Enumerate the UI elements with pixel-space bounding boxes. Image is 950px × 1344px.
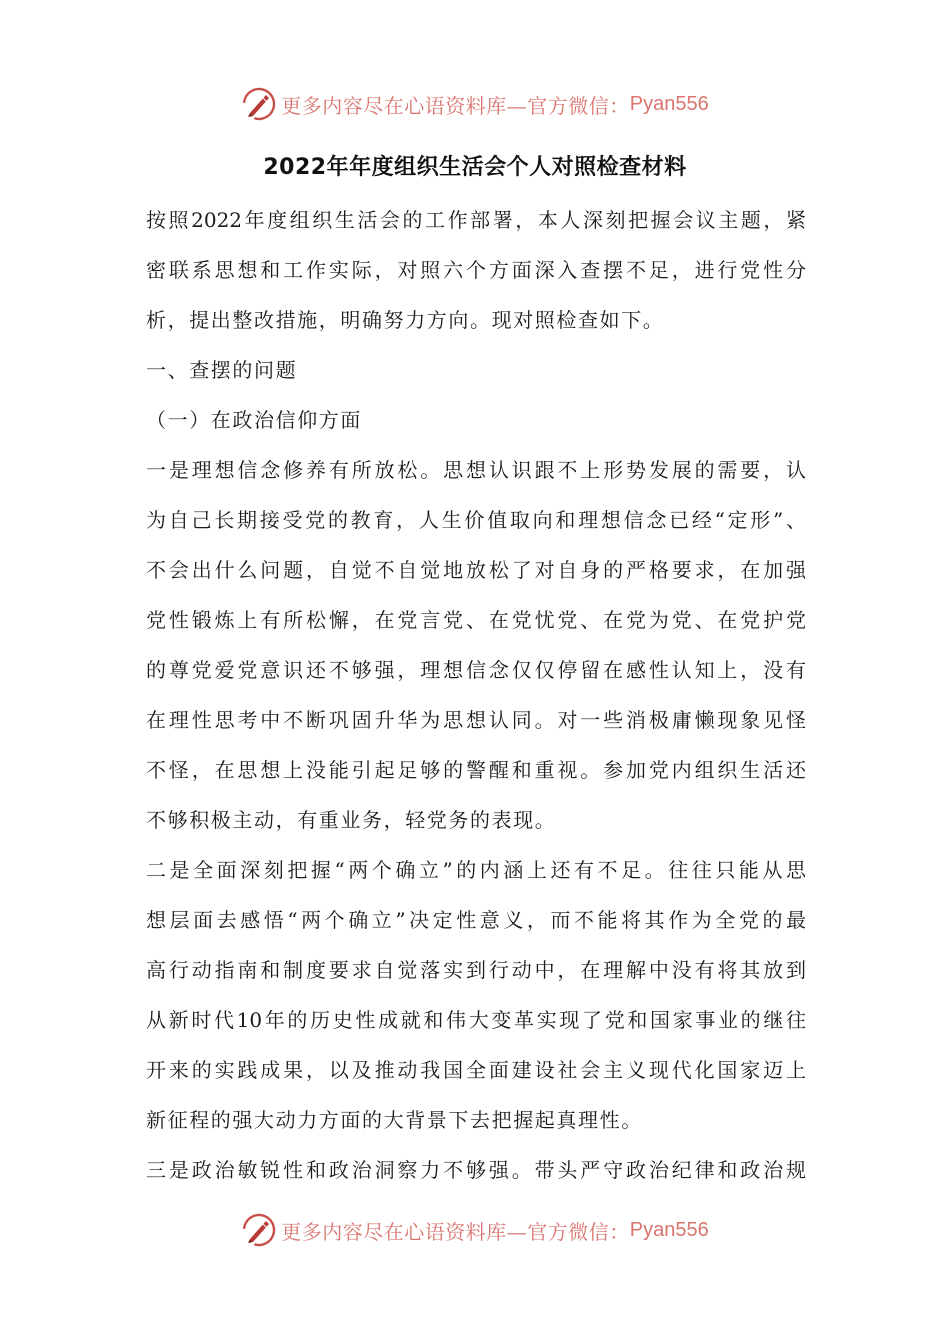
watermark-text: 更多内容尽在心语资料库—官方微信： [281,1219,630,1244]
watermark-handle: Pyan556 [629,1218,709,1241]
body-line: 在理性思考中不断巩固升华为思想认同。对一些消极庸懒现象见怪 [146,708,806,732]
body-line: 析，提出整改措施，明确努力方向。现对照检查如下。 [146,308,665,332]
section-heading: 一、查摆的问题 [146,358,298,382]
pen-logo-icon [241,1212,277,1248]
document-body [146,195,806,1195]
body-line: 从新时代10年的历史性成就和伟大变革实现了党和国家事业的继往 [146,1008,806,1032]
body-line: 不够积极主动，有重业务，轻党务的表现。 [146,808,557,832]
body-line: 新征程的强大动力方面的大背景下去把握起真理性。 [146,1108,643,1132]
body-line: 三是政治敏锐性和政治洞察力不够强。带头严守政治纪律和政治规 [146,1158,806,1182]
watermark-handle: Pyan556 [629,92,709,115]
body-line: 密联系思想和工作实际，对照六个方面深入查摆不足，进行党性分 [146,258,806,282]
watermark-footer [0,1208,950,1252]
body-line: 的尊党爱党意识还不够强，理想信念仅仅停留在感性认知上，没有 [146,658,806,682]
subsection-heading: （一）在政治信仰方面 [146,408,362,432]
body-line: 按照2022年度组织生活会的工作部署，本人深刻把握会议主题，紧 [146,208,806,232]
body-line: 为自己长期接受党的教育，人生价值取向和理想信念已经“定形”、 [146,508,806,532]
watermark-text: 更多内容尽在心语资料库—官方微信： [281,93,630,118]
body-line: 一是理想信念修养有所放松。思想认识跟不上形势发展的需要，认 [146,458,806,482]
watermark-header [0,82,950,126]
body-line: 不会出什么问题，自觉不自觉地放松了对自身的严格要求，在加强 [146,558,806,582]
body-line: 党性锻炼上有所松懈，在党言党、在党忧党、在党为党、在党护党 [146,608,806,632]
pen-logo-icon [241,86,277,122]
document-title: 2022年年度组织生活会个人对照检查材料 [263,155,687,180]
body-line: 想层面去感悟“两个确立”决定性意义，而不能将其作为全党的最 [146,908,806,932]
body-line: 开来的实践成果，以及推动我国全面建设社会主义现代化国家迈上 [146,1058,806,1082]
body-line: 二是全面深刻把握“两个确立”的内涵上还有不足。往往只能从思 [146,858,806,882]
body-line: 不怪，在思想上没能引起足够的警醒和重视。参加党内组织生活还 [146,758,806,782]
body-line: 高行动指南和制度要求自觉落实到行动中，在理解中没有将其放到 [146,958,806,982]
